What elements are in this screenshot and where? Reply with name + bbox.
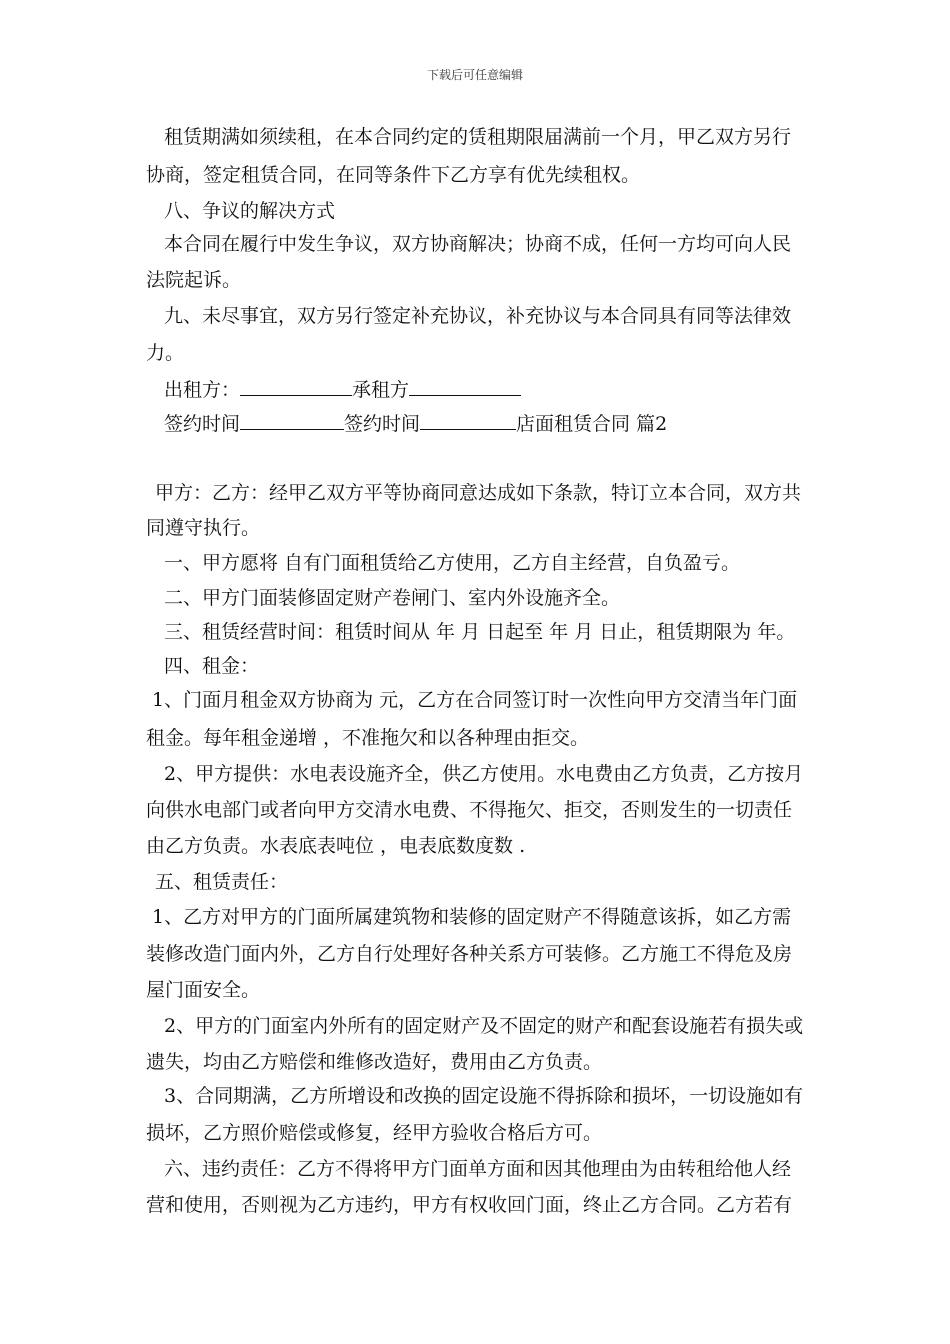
- page-header: 下载后可任意编辑: [426, 68, 523, 82]
- lessor-blank: [240, 377, 352, 396]
- paragraph-line: 营和使用，否则视为乙方违约，甲方有权收回门面，终止乙方合同。乙方若有: [146, 1194, 793, 1216]
- paragraph-line: 法院起诉。: [146, 269, 242, 291]
- clause-line: 1、门面月租金双方协商为 元，乙方在合同签订时一次性向甲方交清当年门面: [152, 689, 798, 711]
- paragraph-line: 同遵守执行。: [146, 517, 261, 539]
- lessee-label: 承租方: [352, 379, 410, 401]
- paragraph-line: 甲方：乙方：经甲乙双方平等协商同意达成如下条款，特订立本合同，双方共: [155, 482, 802, 504]
- paragraph-line: 损坏，乙方照价赔偿或修复，经甲方验收合格后方可。: [146, 1122, 603, 1144]
- lessor-label: 出租方：: [164, 379, 241, 401]
- paragraph-line: 屋门面安全。: [146, 979, 261, 1001]
- clause-line: 一、甲方愿将 自有门面租赁给乙方使用，乙方自主经营，自负盈亏。: [164, 552, 741, 574]
- sign-time-label: 签约时间: [164, 413, 241, 435]
- paragraph-line: 向供水电部门或者向甲方交清水电费、不得拖欠、拒交，否则发生的一切责任: [146, 799, 793, 821]
- signature-line-dates: [164, 411, 820, 435]
- clause-line: 2、甲方的门面室内外所有的固定财产及不固定的财产和配套设施若有损失或: [164, 1015, 804, 1037]
- clause-line: 六、违约责任：乙方不得将甲方门面单方面和因其他理由为由转租给他人经: [164, 1158, 792, 1180]
- section-heading: 八、争议的解决方式: [164, 200, 336, 222]
- paragraph-line: 九、未尽事宜，双方另行签定补充协议，补充协议与本合同具有同等法律效: [164, 305, 792, 327]
- clause-line: 2、甲方提供：水电表设施齐全，供乙方使用。水电费由乙方负责，乙方按月: [164, 763, 804, 785]
- clause-line: 3、合同期满，乙方所增设和改换的固定设施不得拆除和损坏，一切设施如有: [164, 1085, 804, 1107]
- paragraph-line: 租金。每年租金递增 ，不准拖欠和以各种理由拒交。: [146, 727, 590, 749]
- section-heading: 四、租金：: [164, 655, 260, 677]
- clause-line: 三、租赁经营时间：租赁时间从 年 月 日起至 年 月 日止，租赁期限为 年。: [164, 621, 796, 643]
- next-contract-title: 店面租赁合同 篇2: [516, 413, 668, 435]
- section-heading: 五、租赁责任：: [155, 871, 289, 893]
- sign-time-label: 签约时间: [344, 413, 421, 435]
- paragraph-line: 本合同在履行中发生争议，双方协商解决；协商不成，任何一方均可向人民: [164, 233, 792, 255]
- clause-line: 二、甲方门面装修固定财产卷闸门、室内外设施齐全。: [164, 587, 621, 609]
- clause-line: 1、乙方对甲方的门面所属建筑物和装修的固定财产不得随意该拆，如乙方需: [152, 906, 792, 928]
- paragraph-line: 遗失，均由乙方赔偿和维修改造好，费用由乙方负责。: [146, 1051, 603, 1073]
- paragraph-line: 力。: [146, 342, 185, 364]
- paragraph-line: 装修改造门面内外，乙方自行处理好各种关系方可装修。乙方施工不得危及房: [146, 943, 793, 965]
- paragraph-line: 由乙方负责。水表底表吨位 ，电表底数度数 .: [146, 835, 526, 857]
- sign-time-blank: [240, 411, 344, 430]
- sign-time-blank: [420, 411, 516, 430]
- paragraph-line: 租赁期满如须续租，在本合同约定的赁租期限届满前一个月，甲乙双方另行: [164, 126, 792, 148]
- lessee-blank: [409, 377, 521, 396]
- signature-line-parties: [164, 377, 820, 401]
- paragraph-line: 协商，签定租赁合同，在同等条件下乙方享有优先续租权。: [146, 164, 641, 186]
